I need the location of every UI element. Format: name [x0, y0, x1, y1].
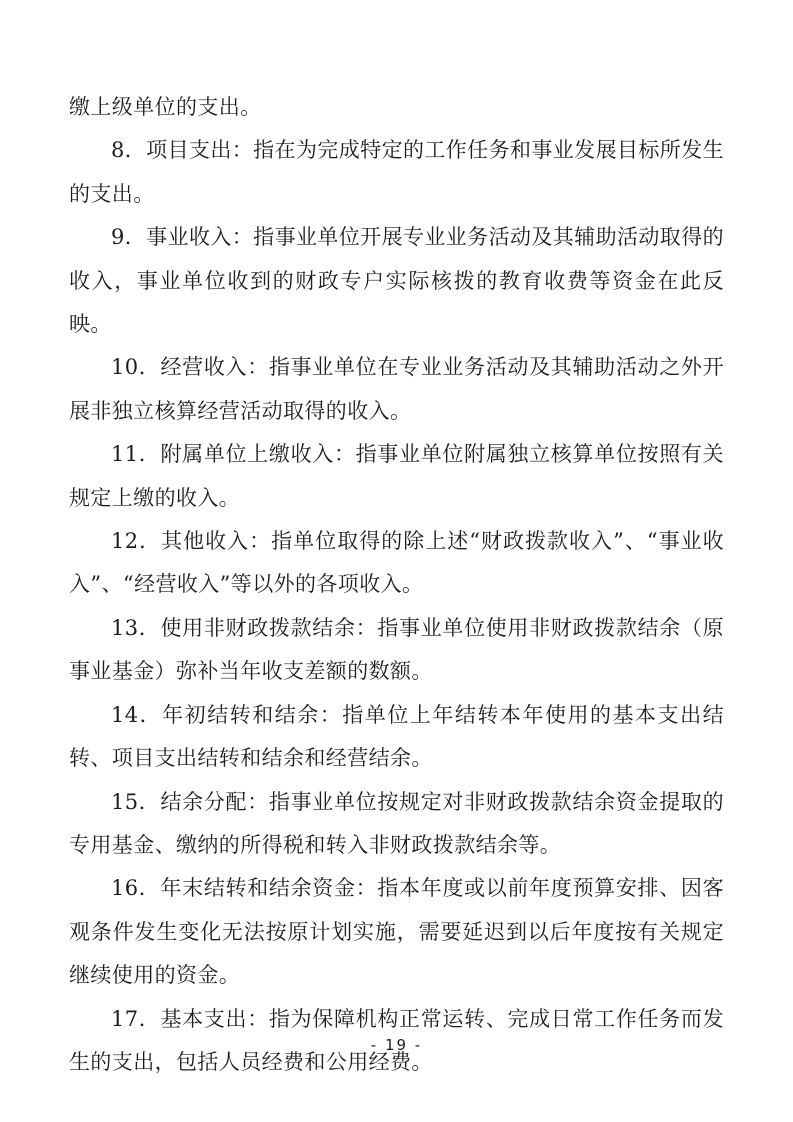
paragraph-item10-business-income: 10．经营收入：指事业单位在专业业务活动及其辅助活动之外开展非独立核算经营活动取得的收入。: [69, 355, 724, 423]
paragraph-item14-beginning-year-carryover: 14．年初结转和结余：指单位上年结转本年使用的基本支出结转、项目支出结转和结余和经营结余。: [69, 702, 724, 771]
paragraph-item16-yearend-carryover-funds: 16．年末结转和结余资金：指本年度或以前年度预算安排、因客观条件发生变化无法按原计划实施，需要延迟到以后年度按有关规定继续使用的资金。: [69, 876, 724, 988]
paragraph-item8-project-expenditure: 8．项目支出：指在为完成特定的工作任务和事业发展目标所发生的支出。: [69, 138, 724, 206]
page-number: - 19 -: [370, 1036, 423, 1054]
paragraph-item7-continuation: 缴上级单位的支出。: [69, 95, 262, 119]
paragraph-item13-nonfiscal-surplus-use: 13．使用非财政拨款结余：指事业单位使用非财政拨款结余（原事业基金）弥补当年收支差额的数额。: [69, 615, 724, 684]
paragraph-item11-subordinate-unit-income: 11．附属单位上缴收入：指事业单位附属独立核算单位按照有关规定上缴的收入。: [69, 442, 724, 510]
document-body: [69, 86, 724, 1084]
paragraph-item17-basic-expenditure: 17．基本支出：指为保障机构正常运转、完成日常工作任务而发生的支出，包括人员经费和公用经费。: [69, 1006, 724, 1074]
paragraph-item12-other-income: 12．其他收入：指单位取得的除上述“财政拨款收入”、“事业收入”、“经营收入”等以外的各项收入。: [69, 529, 724, 597]
paragraph-item15-surplus-distribution: 15．结余分配：指事业单位按规定对非财政拨款结余资金提取的专用基金、缴纳的所得税和转入非财政拨款结余等。: [69, 789, 724, 857]
paragraph-item9-operating-income: 9．事业收入：指事业单位开展专业业务活动及其辅助活动取得的收入，事业单位收到的财政专户实际核拨的教育收费等资金在此反映。: [69, 225, 724, 337]
